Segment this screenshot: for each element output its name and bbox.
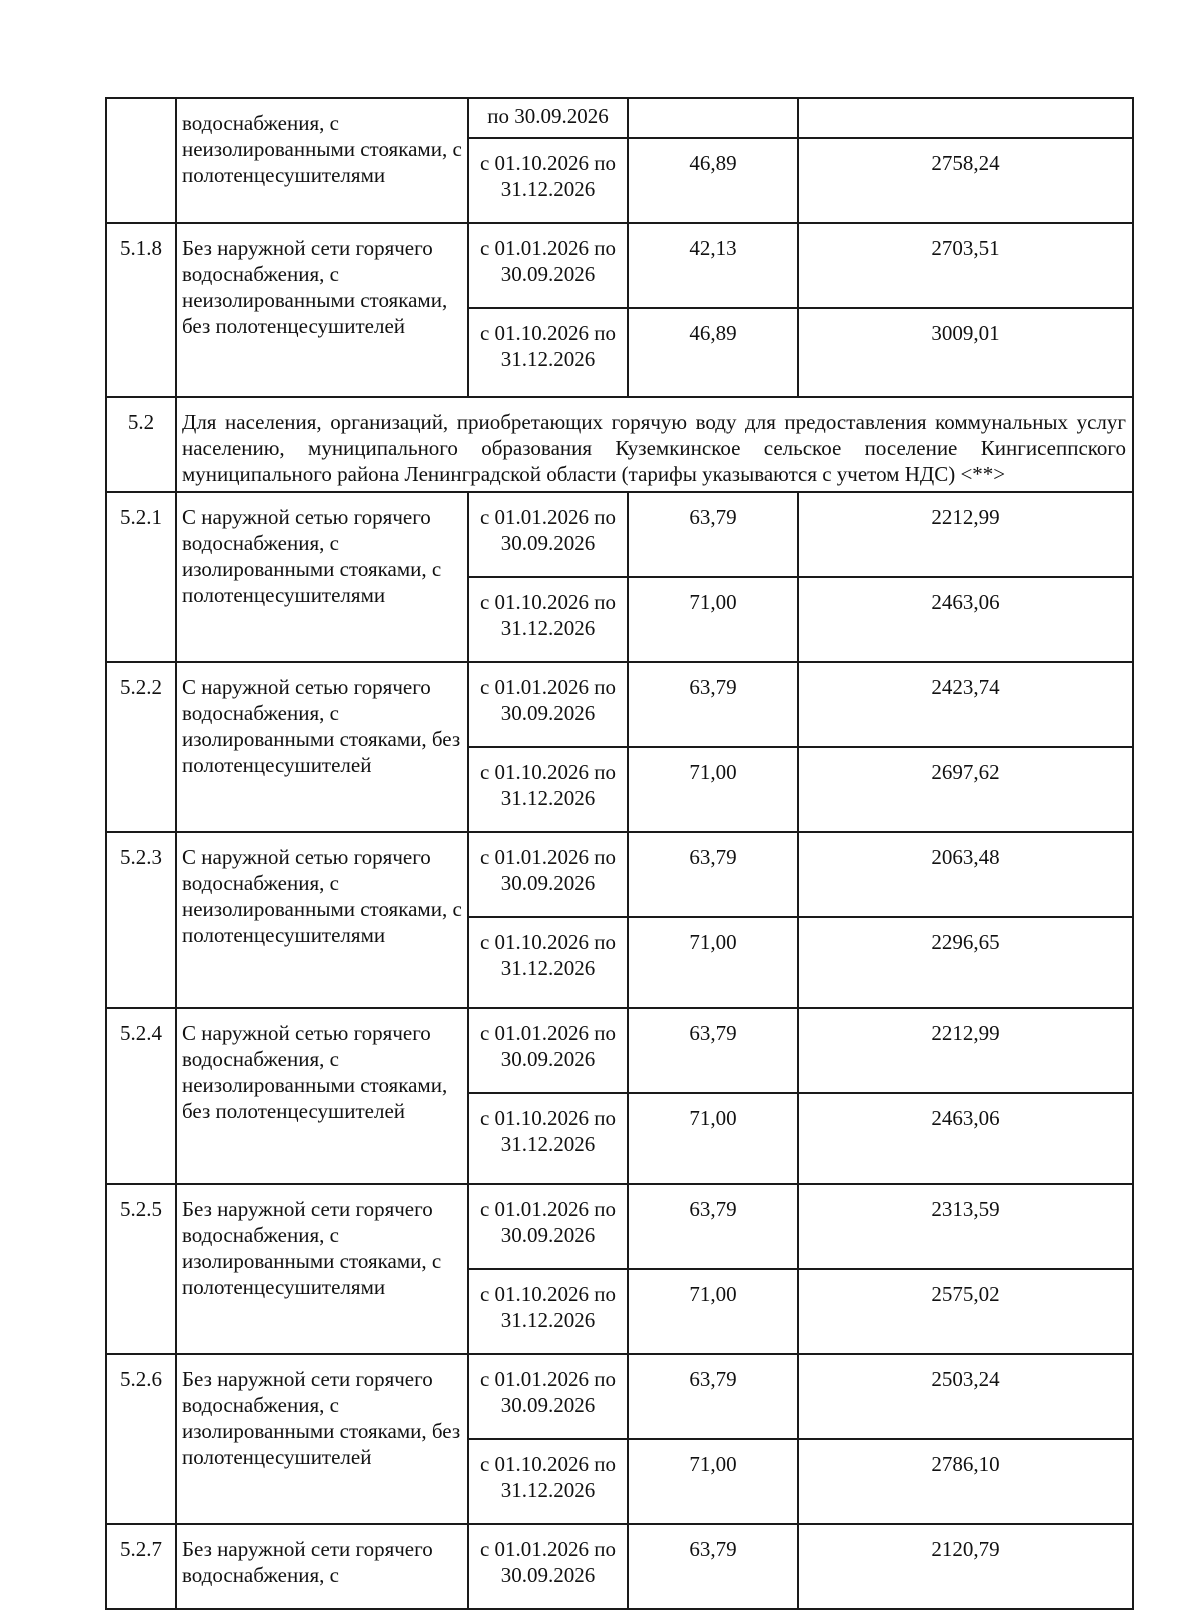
value-cell-1: 63,79 <box>628 1354 798 1439</box>
value-cell-2: 2463,06 <box>798 577 1133 662</box>
value-cell-2: 2423,74 <box>798 662 1133 747</box>
value-cell-1: 63,79 <box>628 662 798 747</box>
value-cell-1: 71,00 <box>628 1439 798 1524</box>
period-cell: с 01.10.2026 по 31.12.2026 <box>468 308 628 397</box>
table-row <box>106 98 1133 138</box>
value-cell-1: 46,89 <box>628 308 798 397</box>
table-row <box>106 492 1133 577</box>
value-cell-2: 2703,51 <box>798 223 1133 308</box>
period-cell: по 30.09.2026 <box>468 98 628 138</box>
value-cell-2: 2313,59 <box>798 1184 1133 1269</box>
period-cell: с 01.10.2026 по 31.12.2026 <box>468 1269 628 1354</box>
item-description: С наружной сетью горячего водоснабжения, с изолированными стояками, с полотенцесушителями <box>176 492 468 662</box>
value-cell-2: 2503,24 <box>798 1354 1133 1439</box>
value-cell-1: 71,00 <box>628 577 798 662</box>
value-cell-2 <box>798 98 1133 138</box>
item-number-cell <box>106 98 176 223</box>
table-row <box>106 832 1133 917</box>
value-cell-1: 63,79 <box>628 832 798 917</box>
value-cell-2: 2463,06 <box>798 1093 1133 1184</box>
item-number: 5.1.8 <box>106 223 176 397</box>
item-number: 5.2.2 <box>106 662 176 832</box>
section-number: 5.2 <box>106 397 176 492</box>
period-cell: с 01.01.2026 по 30.09.2026 <box>468 1184 628 1269</box>
value-cell-1: 63,79 <box>628 1524 798 1609</box>
period-cell: с 01.10.2026 по 31.12.2026 <box>468 577 628 662</box>
value-cell-1 <box>628 98 798 138</box>
value-cell-1: 63,79 <box>628 492 798 577</box>
table-row <box>106 1524 1133 1609</box>
value-cell-2: 2575,02 <box>798 1269 1133 1354</box>
table-row <box>106 223 1133 308</box>
value-cell-1: 71,00 <box>628 917 798 1008</box>
value-cell-2: 2120,79 <box>798 1524 1133 1609</box>
item-description: С наружной сетью горячего водоснабжения, с неизолированными стояками, с полотенцесушителями <box>176 832 468 1008</box>
value-cell-2: 2212,99 <box>798 492 1133 577</box>
table-row <box>106 1354 1133 1439</box>
value-cell-1: 63,79 <box>628 1008 798 1093</box>
value-cell-2: 2697,62 <box>798 747 1133 832</box>
period-cell: с 01.01.2026 по 30.09.2026 <box>468 223 628 308</box>
period-cell: с 01.01.2026 по 30.09.2026 <box>468 1524 628 1609</box>
value-cell-1: 71,00 <box>628 1093 798 1184</box>
value-cell-1: 71,00 <box>628 747 798 832</box>
section-row <box>106 397 1133 492</box>
item-number: 5.2.5 <box>106 1184 176 1354</box>
item-number: 5.2.3 <box>106 832 176 1008</box>
table-row <box>106 1184 1133 1269</box>
item-number: 5.2.7 <box>106 1524 176 1609</box>
item-description: Без наружной сети горячего водоснабжения, с изолированными стояками, без полотенцесушителей <box>176 1354 468 1524</box>
value-cell-2: 2063,48 <box>798 832 1133 917</box>
table-row <box>106 662 1133 747</box>
tariff-table <box>105 97 1134 1610</box>
period-cell: с 01.10.2026 по 31.12.2026 <box>468 1093 628 1184</box>
item-number: 5.2.4 <box>106 1008 176 1184</box>
item-description: С наружной сетью горячего водоснабжения, с неизолированными стояками, без полотенцесушителей <box>176 1008 468 1184</box>
item-number: 5.2.6 <box>106 1354 176 1524</box>
value-cell-2: 2786,10 <box>798 1439 1133 1524</box>
item-description: водоснабжения, с неизолированными стояками, с полотенцесушителями <box>176 98 468 223</box>
value-cell-2: 3009,01 <box>798 308 1133 397</box>
value-cell-2: 2212,99 <box>798 1008 1133 1093</box>
period-cell: с 01.10.2026 по 31.12.2026 <box>468 1439 628 1524</box>
period-cell: с 01.01.2026 по 30.09.2026 <box>468 832 628 917</box>
section-description: Для населения, организаций, приобретающих горячую воду для предоставления коммунальных услуг населению, муниципального образования Куземкинское сельское поселение Кингисеппского муниципального района Ленинградской области (тарифы указываются с учетом НДС) <**> <box>176 397 1133 492</box>
item-number: 5.2.1 <box>106 492 176 662</box>
item-description: Без наружной сети горячего водоснабжения, с <box>176 1524 468 1609</box>
period-cell: с 01.01.2026 по 30.09.2026 <box>468 1008 628 1093</box>
period-cell: с 01.01.2026 по 30.09.2026 <box>468 492 628 577</box>
value-cell-1: 46,89 <box>628 138 798 223</box>
value-cell-2: 2296,65 <box>798 917 1133 1008</box>
value-cell-2: 2758,24 <box>798 138 1133 223</box>
value-cell-1: 63,79 <box>628 1184 798 1269</box>
item-description: Без наружной сети горячего водоснабжения, с неизолированными стояками, без полотенцесушителей <box>176 223 468 397</box>
period-cell: с 01.01.2026 по 30.09.2026 <box>468 1354 628 1439</box>
item-description: Без наружной сети горячего водоснабжения, с изолированными стояками, с полотенцесушителями <box>176 1184 468 1354</box>
item-description: С наружной сетью горячего водоснабжения, с изолированными стояками, без полотенцесушителей <box>176 662 468 832</box>
period-cell: с 01.10.2026 по 31.12.2026 <box>468 138 628 223</box>
table-row <box>106 1008 1133 1093</box>
value-cell-1: 42,13 <box>628 223 798 308</box>
period-cell: с 01.10.2026 по 31.12.2026 <box>468 747 628 832</box>
value-cell-1: 71,00 <box>628 1269 798 1354</box>
period-cell: с 01.10.2026 по 31.12.2026 <box>468 917 628 1008</box>
period-cell: с 01.01.2026 по 30.09.2026 <box>468 662 628 747</box>
